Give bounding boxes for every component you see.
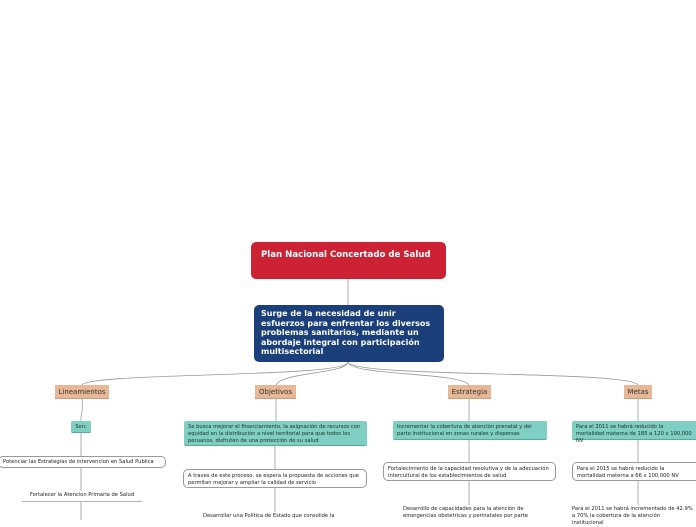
estrategia-bottom-text: Desarrollo de capacidades para la atención de emergencias obstétricas y perinatales por parte — [403, 506, 528, 519]
objetivos-teal-text: Se busca mejorar el financiamiento, la asignación de recursos con equidad en la distribución a nivel territorial para que todos los peruanos, disfruten de una protección de su salud — [188, 424, 361, 444]
metas-bottom-node[interactable] — [569, 505, 696, 526]
category-estrategia[interactable] — [448, 385, 491, 399]
lineamientos-item-2[interactable] — [22, 491, 142, 502]
metas-box-node[interactable] — [572, 462, 696, 481]
objetivos-box-node[interactable] — [183, 469, 367, 488]
objetivos-bottom-text: Desarrollar una Política de Estado que consolide la — [203, 513, 335, 519]
root-topic-title: Plan Nacional Concertado de Salud — [261, 250, 431, 260]
metas-teal-text: Para el 2011 se habrá reducido la mortalidad materna de 185 a 120 x 100,000 NV — [576, 424, 692, 444]
estrategia-bottom-node[interactable] — [400, 505, 548, 520]
estrategia-box-node[interactable] — [383, 462, 556, 481]
category-objetivos-label: Objetivos — [259, 388, 292, 396]
lineamientos-son-node[interactable] — [71, 421, 91, 433]
main-subtopic[interactable] — [254, 305, 444, 362]
category-lineamientos-label: Lineamientos — [58, 388, 106, 396]
main-subtopic-text: Surge de la necesidad de unir esfuerzos para enfrentar los diversos problemas sanitarios, mediante un abordaje integral con participación multisectorial — [261, 309, 431, 357]
metas-box-text: Para el 2015 se habrá reducido la mortalidad materna a 66 x 100,000 NV — [577, 466, 679, 479]
connector-lineamientos — [82, 362, 348, 385]
objetivos-box-text: A traves de este proceso, se espera la propuesta de acciones que permitan mejorar y ampliar la calidad de servicio — [188, 473, 359, 486]
lineamientos-item-1[interactable] — [0, 456, 166, 468]
estrategia-teal-node[interactable] — [393, 421, 547, 440]
objetivos-teal-node[interactable] — [184, 421, 367, 446]
estrategia-teal-text: Incrementar la cobertura de atención prenatal y del parto institucional en zonas rurales y dispersas — [397, 424, 532, 437]
connector-lin-son — [81, 399, 83, 422]
category-metas-label: Metas — [627, 388, 649, 396]
category-objetivos[interactable] — [255, 385, 296, 399]
connector-estrategia — [348, 362, 469, 385]
metas-teal-node[interactable] — [572, 421, 696, 444]
category-metas[interactable] — [624, 385, 652, 399]
estrategia-box-text: Fortalecimiento de la capacidad resolutiva y de la adecuación intercultural de los establecimientos de salud — [388, 466, 549, 479]
category-estrategia-label: Estrategia — [451, 388, 488, 396]
lineamientos-son-text: Son: — [75, 424, 87, 430]
metas-bottom-text: Para el 2011 se habrá incrementado de 42.9% a 70% la cobertura de la atención institucional — [572, 506, 693, 526]
connector-objetivos — [276, 362, 348, 385]
category-lineamientos[interactable] — [55, 385, 109, 399]
lineamientos-item-2-text: Fortalecer la Atencion Primaria de Salud — [29, 492, 135, 498]
connector-metas — [348, 362, 638, 385]
objetivos-bottom-node[interactable] — [200, 512, 360, 520]
root-topic[interactable] — [251, 242, 446, 279]
lineamientos-item-1-text: Potenciar las Estrategias de intervencion en Salud Publica — [3, 459, 154, 465]
